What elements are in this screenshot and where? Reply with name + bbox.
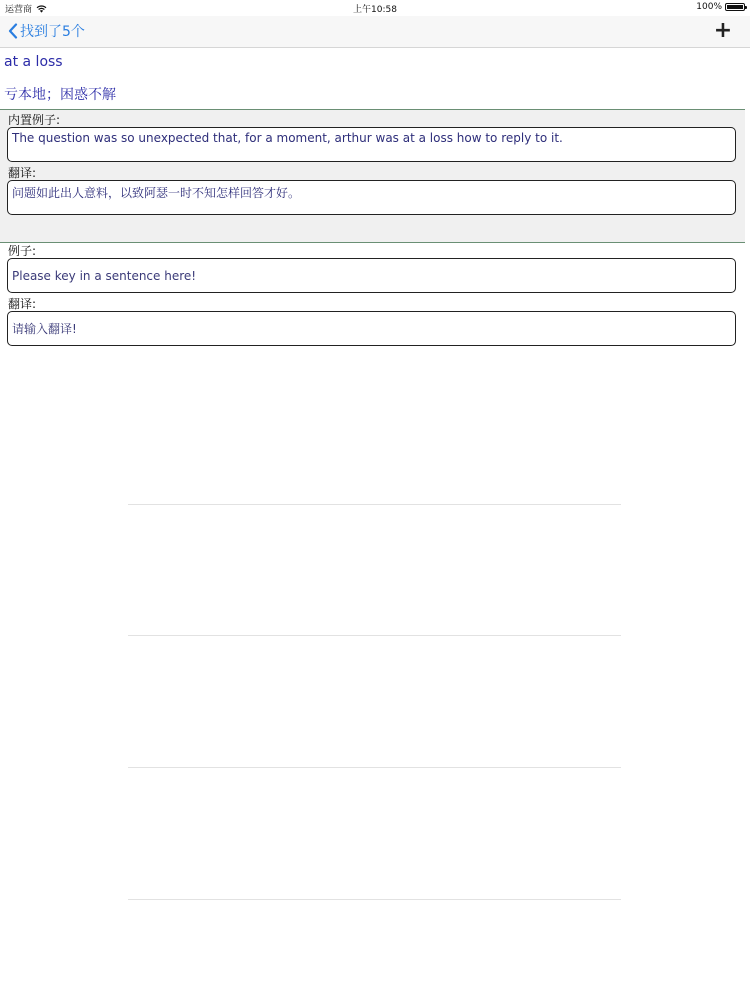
builtin-example-box[interactable]: The question was so unexpected that, for a moment, arthur was at a loss how to reply to it.	[7, 127, 736, 162]
battery-fill	[727, 5, 743, 9]
battery-percent: 100%	[696, 2, 722, 12]
navigation-bar	[0, 16, 750, 48]
back-button-label: 找到了5个	[20, 24, 85, 40]
battery-icon	[725, 3, 745, 11]
divider-line	[128, 635, 621, 636]
status-bar	[0, 0, 750, 16]
back-button[interactable]	[8, 20, 85, 42]
battery-group	[696, 2, 745, 12]
divider-line	[128, 899, 621, 900]
word-title: at a loss	[4, 54, 63, 70]
user-example-input[interactable]	[7, 258, 736, 293]
divider-line	[128, 767, 621, 768]
word-meaning: 亏本地；困惑不解	[4, 87, 116, 103]
carrier-label: 运营商	[5, 5, 33, 15]
user-example-label: 例子:	[8, 244, 37, 258]
builtin-example-label: 内置例子:	[8, 113, 61, 127]
add-button[interactable]: +	[713, 18, 733, 43]
divider-line	[128, 504, 621, 505]
builtin-translation-box[interactable]: 问题如此出人意料，以致阿瑟一时不知怎样回答才好。	[7, 180, 736, 215]
user-translation-label: 翻译:	[8, 297, 37, 311]
user-translation-input[interactable]	[7, 311, 736, 346]
builtin-translation-label: 翻译:	[8, 166, 37, 180]
clock: 上午10:58	[353, 5, 397, 15]
chevron-left-icon	[8, 23, 18, 39]
builtin-example-panel	[0, 109, 745, 243]
